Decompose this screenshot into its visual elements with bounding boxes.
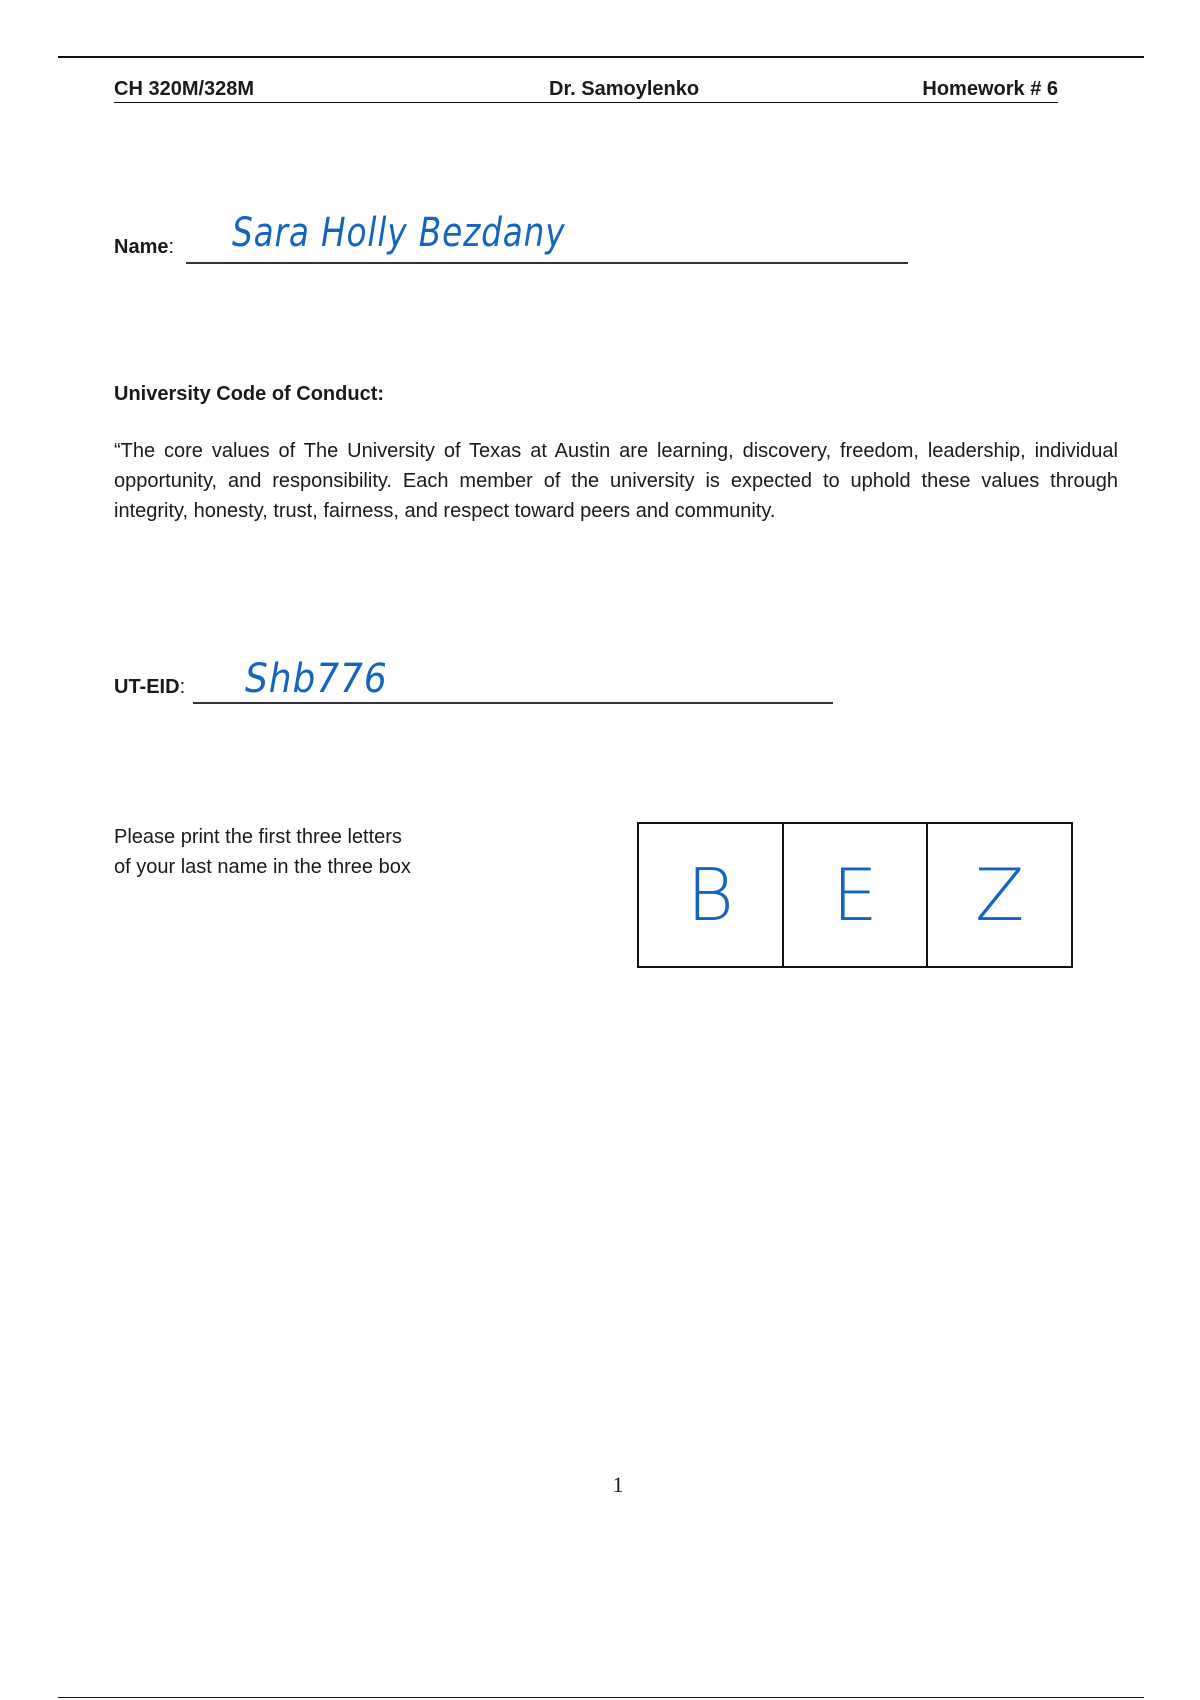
course-code: CH 320M/328M bbox=[114, 78, 255, 100]
code-of-conduct-text: “The core values of The University of Texas at Austin are learning, discovery, freedom, leadership, individual opportunity, and responsibility. Each member of the university is expected to uphold these values through integrity, honesty, trust, fairness, and respect toward peers and community. bbox=[114, 440, 1118, 522]
eid-field-line[interactable] bbox=[193, 702, 833, 704]
letter-box-1[interactable]: B bbox=[639, 824, 784, 966]
instructor-name: Dr. Samoylenko bbox=[549, 78, 700, 100]
name-label: Name: bbox=[114, 236, 175, 258]
name-handwritten-value: Sara Holly Bezdany bbox=[232, 210, 566, 256]
letter-box-3[interactable]: Z bbox=[975, 853, 1025, 937]
page-header bbox=[114, 74, 1058, 103]
code-of-conduct-title: University Code of Conduct: bbox=[114, 383, 385, 405]
page-number: 1 bbox=[612, 1472, 624, 1497]
eid-label: UT-EID: bbox=[114, 676, 186, 698]
top-rule bbox=[58, 56, 1144, 58]
instructions-line-2: of your last name in the three box bbox=[114, 856, 411, 878]
letter-box-2[interactable]: E bbox=[784, 824, 929, 966]
eid-handwritten-value: Shb776 bbox=[245, 656, 388, 702]
instructions bbox=[114, 822, 411, 882]
homework-number: Homework # 6 bbox=[922, 78, 1058, 100]
instructions-line-1: Please print the first three letters bbox=[114, 826, 402, 848]
name-field-line[interactable] bbox=[186, 262, 908, 264]
last-name-letter-boxes bbox=[637, 822, 1073, 968]
bottom-rule bbox=[58, 1697, 1144, 1698]
